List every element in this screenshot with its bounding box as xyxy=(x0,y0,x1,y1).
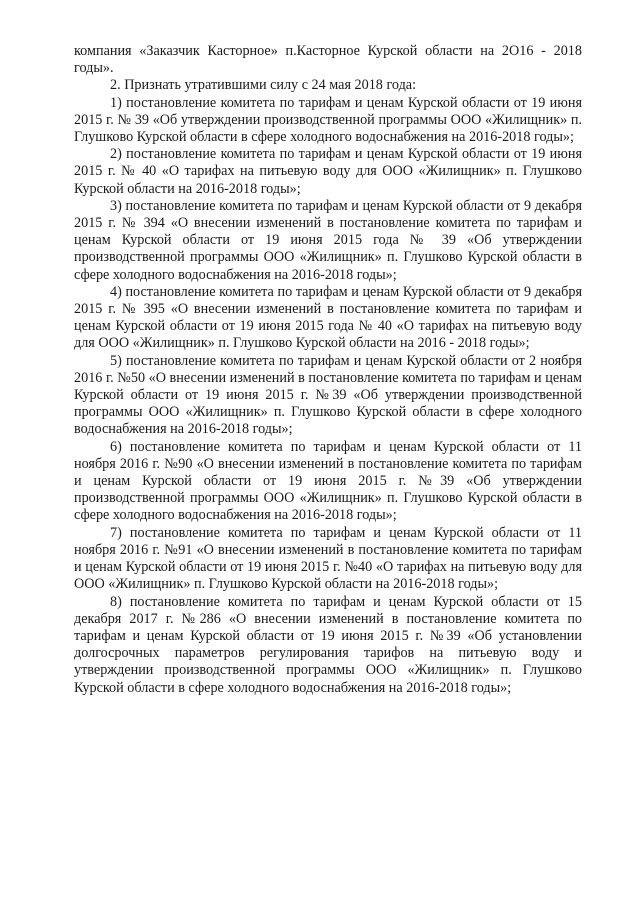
document-body xyxy=(74,43,582,697)
paragraph-item-2: 2) постановление комитета по тарифам и ценам Курской области от 19 июня 2015 г. № 40 «О тарифах на питьевую воду для ООО «Жилищник» п. Глушково Курской области на 2016-2018 годы»; xyxy=(74,146,582,197)
paragraph-continuation: компания «Заказчик Касторное» п.Касторное Курской области на 2О16 - 2018 годы». xyxy=(74,43,582,77)
paragraph-item-5: 5) постановление комитета по тарифам и ценам Курской области от 2 ноября 2016 г. №50 «О внесении изменений в постановление комитета по тарифам и ценам Курской области от 19 июня 2015 г. №39 «Об утверждении производственной программы ООО «Жилищник» п. Глушково Курской области в сфере холодного водоснабжения на 2016-2018 годы»; xyxy=(74,352,582,438)
paragraph-item-8: 8) постановление комитета по тарифам и ценам Курской области от 15 декабря 2017 г. №286 «О внесении изменений в постановление комитета по тарифам и ценам Курской области от 19 июня 2015 г. №39 «Об установлении долгосрочных параметров регулирования тарифов на питьевую воду и утверждении производственной программы ООО «Жилищник» п. Глушково Курской области в сфере холодного водоснабжения на 2016-2018 годы»; xyxy=(74,593,582,696)
paragraph-item-6: 6) постановление комитета по тарифам и ценам Курской области от 11 ноября 2016 г. №90 «О внесении изменений в постановление комитета по тарифам и ценам Курской области от 19 июня 2015 г. №39 «Об утверждении производственной программы ООО «Жилищник» п. Глушково Курской области в сфере холодного водоснабжения на 2016-2018 годы»; xyxy=(74,438,582,524)
paragraph-item-7: 7) постановление комитета по тарифам и ценам Курской области от 11 ноября 2016 г. №91 «О внесении изменений в постановление комитета по тарифам и ценам Курской области от 19 июня 2015 г. №40 «О тарифах на питьевую воду для ООО «Жилищник» п. Глушково Курской области на 2016-2018 годы»; xyxy=(74,524,582,593)
paragraph-item-3: 3) постановление комитета по тарифам и ценам Курской области от 9 декабря 2015 г. № 394 «О внесении изменений в постановление комитета по тарифам и ценам Курской области от 19 июня 2015 года № 39 «Об утверждении производственной программы ООО «Жилищник» п. Глушково Курской области в сфере холодного водоснабжения на 2016-2018 годы»; xyxy=(74,197,582,283)
paragraph-item-4: 4) постановление комитета по тарифам и ценам Курской области от 9 декабря 2015 г. № 395 «О внесении изменений в постановление комитета по тарифам и ценам Курской области от 19 июня 2015 года № 40 «О тарифах на питьевую воду для ООО «Жилищник» п. Глушково Курской области на 2016 - 2018 годы»; xyxy=(74,283,582,352)
paragraph-section-2-heading: 2. Признать утратившими силу с 24 мая 2018 года: xyxy=(110,77,417,94)
paragraph-item-1: 1) постановление комитета по тарифам и ценам Курской области от 19 июня 2015 г. № 39 «Об утверждении производственной программы ООО «Жилищник» п. Глушково Курской области в сфере холодного водоснабжения на 2016-2018 годы»; xyxy=(74,94,582,146)
